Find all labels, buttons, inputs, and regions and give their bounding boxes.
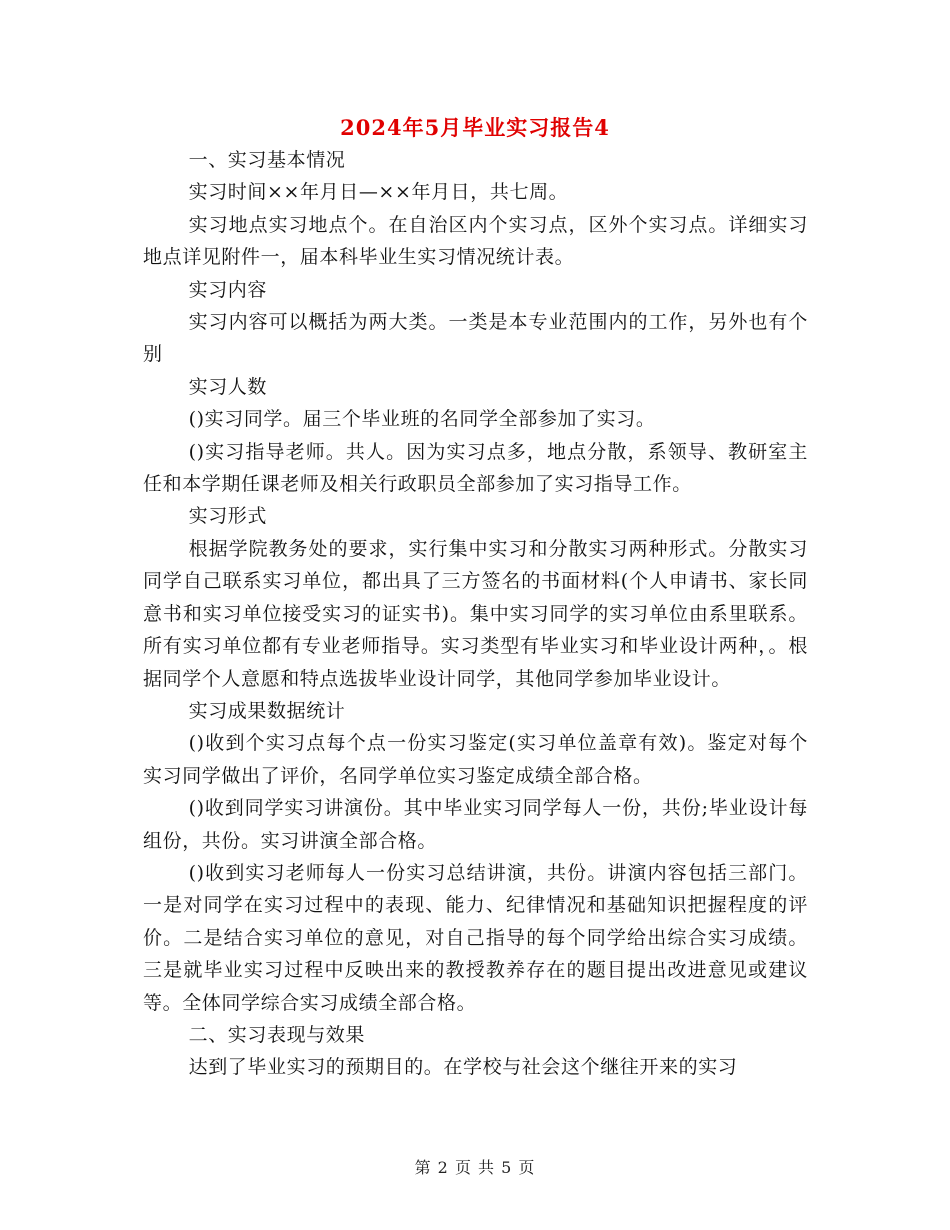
page-number: 第 2 页 共 5 页 — [414, 1158, 536, 1177]
paragraph: ()收到个实习点每个点一份实习鉴定(实习单位盖章有效)。鉴定对每个实习同学做出了评价，名同学单位实习鉴定成绩全部合格。 — [143, 732, 808, 787]
section-heading: 二、实习表现与效果 — [188, 1023, 365, 1046]
subheading: 实习人数 — [188, 375, 267, 398]
subheading: 实习内容 — [188, 278, 267, 301]
paragraph: 实习地点实习地点个。在自治区内个实习点，区外个实习点。详细实习地点详见附件一，届本科毕业生实习情况统计表。 — [143, 213, 808, 269]
paragraph: 根据学院教务处的要求，实行集中实习和分散实习两种形式。分散实习同学自己联系实习单位，都出具了三方签名的书面材料(个人申请书、家长同意书和实习单位接受实习的证实书)。集中实习同学的实习单位由系里联系。所有实习单位都有专业老师指导。实习类型有毕业实习和毕业设计两种，。根据同学个人意愿和特点选拔毕业设计同学，其他同学参加毕业设计。 — [143, 537, 808, 690]
paragraph: 实习时间××年月日—××年月日，共七周。 — [188, 181, 569, 204]
paragraph: ()实习同学。届三个毕业班的名同学全部参加了实习。 — [188, 408, 656, 431]
paragraph: ()收到同学实习讲演份。其中毕业实习同学每人一份，共份;毕业设计每组份，共份。实习讲演全部合格。 — [143, 797, 808, 852]
document-body — [143, 144, 808, 1084]
subheading: 实习成果数据统计 — [188, 699, 346, 722]
document-title: 2024年5月毕业实习报告4 — [340, 115, 610, 140]
paragraph: ()收到实习老师每人一份实习总结讲演，共份。讲演内容包括三部门。一是对同学在实习过程中的表现、能力、纪律情况和基础知识把握程度的评价。二是结合实习单位的意见，对自己指导的每个同学给出综合实习成绩。三是就毕业实习过程中反映出来的教授教养存在的题目提出改进意见或建议等。全体同学综合实习成绩全部合格。 — [143, 861, 808, 1014]
paragraph: ()实习指导老师。共人。因为实习点多，地点分散，系领导、教研室主任和本学期任课老师及相关行政职员全部参加了实习指导工作。 — [143, 440, 808, 496]
section-heading: 一、实习基本情况 — [188, 149, 346, 171]
paragraph: 达到了毕业实习的预期目的。在学校与社会这个继往开来的实习 — [188, 1056, 738, 1079]
paragraph: 实习内容可以概括为两大类。一类是本专业范围内的工作，另外也有个别 — [143, 311, 808, 366]
subheading: 实习形式 — [188, 505, 267, 528]
